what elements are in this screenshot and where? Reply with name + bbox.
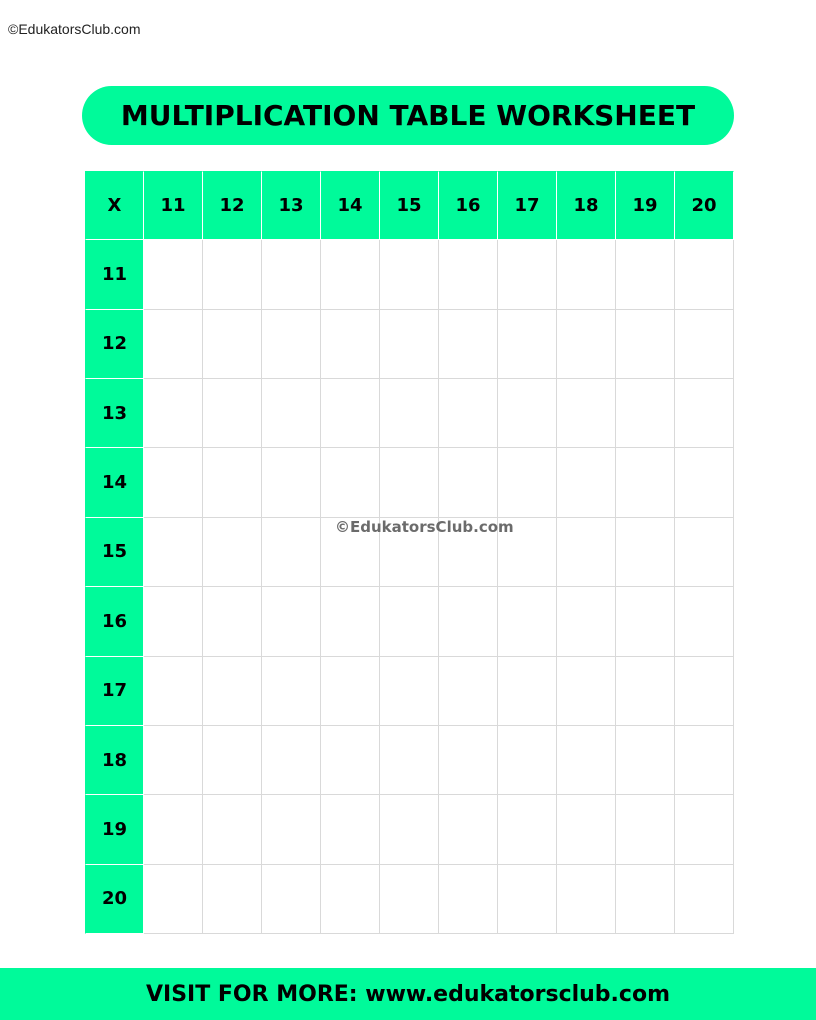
answer-cell[interactable] — [203, 587, 262, 656]
answer-cell[interactable] — [203, 448, 262, 517]
answer-cell[interactable] — [616, 310, 675, 379]
row-header: 16 — [85, 587, 144, 656]
copyright-text: ©EdukatorsClub.com — [8, 21, 141, 37]
answer-cell[interactable] — [675, 865, 734, 934]
answer-cell[interactable] — [262, 310, 321, 379]
answer-cell[interactable] — [144, 657, 203, 726]
answer-cell[interactable] — [557, 587, 616, 656]
answer-cell[interactable] — [203, 726, 262, 795]
footer-link-text[interactable]: VISIT FOR MORE: www.edukatorsclub.com — [146, 981, 670, 1007]
answer-cell[interactable] — [262, 865, 321, 934]
answer-cell[interactable] — [144, 865, 203, 934]
answer-cell[interactable] — [144, 726, 203, 795]
row-header: 15 — [85, 518, 144, 587]
answer-cell[interactable] — [498, 657, 557, 726]
column-header: 15 — [380, 171, 439, 240]
column-header: 20 — [675, 171, 734, 240]
multiplication-table — [85, 171, 734, 934]
answer-cell[interactable] — [262, 657, 321, 726]
answer-cell[interactable] — [203, 518, 262, 587]
answer-cell[interactable] — [439, 310, 498, 379]
answer-cell[interactable] — [616, 448, 675, 517]
answer-cell[interactable] — [380, 587, 439, 656]
answer-cell[interactable] — [557, 795, 616, 864]
answer-cell[interactable] — [380, 448, 439, 517]
footer-banner — [0, 968, 816, 1020]
answer-cell[interactable] — [439, 448, 498, 517]
answer-cell[interactable] — [321, 726, 380, 795]
column-header: 12 — [203, 171, 262, 240]
answer-cell[interactable] — [439, 657, 498, 726]
answer-cell[interactable] — [144, 448, 203, 517]
answer-cell[interactable] — [439, 726, 498, 795]
answer-cell[interactable] — [675, 587, 734, 656]
answer-cell[interactable] — [557, 448, 616, 517]
answer-cell[interactable] — [262, 518, 321, 587]
answer-cell[interactable] — [498, 379, 557, 448]
row-header: 20 — [85, 865, 144, 934]
answer-cell[interactable] — [616, 518, 675, 587]
title-banner — [82, 86, 734, 145]
answer-cell[interactable] — [616, 379, 675, 448]
column-header: 14 — [321, 171, 380, 240]
row-header: 13 — [85, 379, 144, 448]
answer-cell[interactable] — [262, 379, 321, 448]
answer-cell[interactable] — [675, 448, 734, 517]
answer-cell[interactable] — [321, 240, 380, 309]
answer-cell[interactable] — [675, 240, 734, 309]
answer-cell[interactable] — [675, 310, 734, 379]
answer-cell[interactable] — [203, 657, 262, 726]
answer-cell[interactable] — [262, 240, 321, 309]
answer-cell[interactable] — [616, 240, 675, 309]
answer-cell[interactable] — [321, 310, 380, 379]
answer-cell[interactable] — [675, 657, 734, 726]
answer-cell[interactable] — [262, 587, 321, 656]
answer-cell[interactable] — [675, 726, 734, 795]
answer-cell[interactable] — [439, 240, 498, 309]
answer-cell[interactable] — [380, 726, 439, 795]
answer-cell[interactable] — [439, 379, 498, 448]
answer-cell[interactable] — [144, 240, 203, 309]
column-header: 11 — [144, 171, 203, 240]
answer-cell[interactable] — [380, 379, 439, 448]
answer-cell[interactable] — [557, 518, 616, 587]
answer-cell[interactable] — [380, 657, 439, 726]
answer-cell[interactable] — [144, 795, 203, 864]
answer-cell[interactable] — [557, 726, 616, 795]
row-header: 19 — [85, 795, 144, 864]
answer-cell[interactable] — [498, 587, 557, 656]
answer-cell[interactable] — [203, 795, 262, 864]
answer-cell[interactable] — [321, 448, 380, 517]
row-header: 11 — [85, 240, 144, 309]
answer-cell[interactable] — [321, 587, 380, 656]
column-header: 16 — [439, 171, 498, 240]
answer-cell[interactable] — [616, 726, 675, 795]
answer-cell[interactable] — [203, 379, 262, 448]
answer-cell[interactable] — [439, 865, 498, 934]
answer-cell[interactable] — [321, 379, 380, 448]
answer-cell[interactable] — [380, 865, 439, 934]
answer-cell[interactable] — [380, 310, 439, 379]
column-header: 19 — [616, 171, 675, 240]
row-header: 18 — [85, 726, 144, 795]
answer-cell[interactable] — [675, 795, 734, 864]
answer-cell[interactable] — [498, 865, 557, 934]
answer-cell[interactable] — [262, 726, 321, 795]
answer-cell[interactable] — [144, 379, 203, 448]
answer-cell[interactable] — [616, 657, 675, 726]
answer-cell[interactable] — [616, 795, 675, 864]
answer-cell[interactable] — [557, 310, 616, 379]
answer-cell[interactable] — [498, 726, 557, 795]
answer-cell[interactable] — [439, 795, 498, 864]
answer-cell[interactable] — [675, 518, 734, 587]
answer-cell[interactable] — [675, 379, 734, 448]
worksheet-title: MULTIPLICATION TABLE WORKSHEET — [120, 99, 696, 132]
answer-cell[interactable] — [616, 587, 675, 656]
answer-cell[interactable] — [380, 795, 439, 864]
answer-cell[interactable] — [557, 240, 616, 309]
answer-cell[interactable] — [616, 865, 675, 934]
row-header: 17 — [85, 657, 144, 726]
answer-cell[interactable] — [557, 657, 616, 726]
answer-cell[interactable] — [144, 587, 203, 656]
answer-cell[interactable] — [321, 865, 380, 934]
answer-cell[interactable] — [203, 310, 262, 379]
column-header: 13 — [262, 171, 321, 240]
answer-cell[interactable] — [262, 448, 321, 517]
column-header: 17 — [498, 171, 557, 240]
row-header: 14 — [85, 448, 144, 517]
corner-cell: X — [85, 171, 144, 240]
answer-cell[interactable] — [498, 795, 557, 864]
column-header: 18 — [557, 171, 616, 240]
answer-cell[interactable] — [321, 795, 380, 864]
answer-cell[interactable] — [144, 310, 203, 379]
answer-cell[interactable] — [498, 448, 557, 517]
answer-cell[interactable] — [262, 795, 321, 864]
answer-cell[interactable] — [557, 865, 616, 934]
answer-cell[interactable] — [498, 310, 557, 379]
answer-cell[interactable] — [498, 240, 557, 309]
answer-cell[interactable] — [380, 240, 439, 309]
answer-cell[interactable] — [203, 865, 262, 934]
answer-cell[interactable] — [439, 587, 498, 656]
answer-cell[interactable] — [557, 379, 616, 448]
answer-cell[interactable] — [203, 240, 262, 309]
row-header: 12 — [85, 310, 144, 379]
answer-cell[interactable] — [144, 518, 203, 587]
watermark-text: ©EdukatorsClub.com — [335, 518, 514, 536]
answer-cell[interactable] — [321, 657, 380, 726]
